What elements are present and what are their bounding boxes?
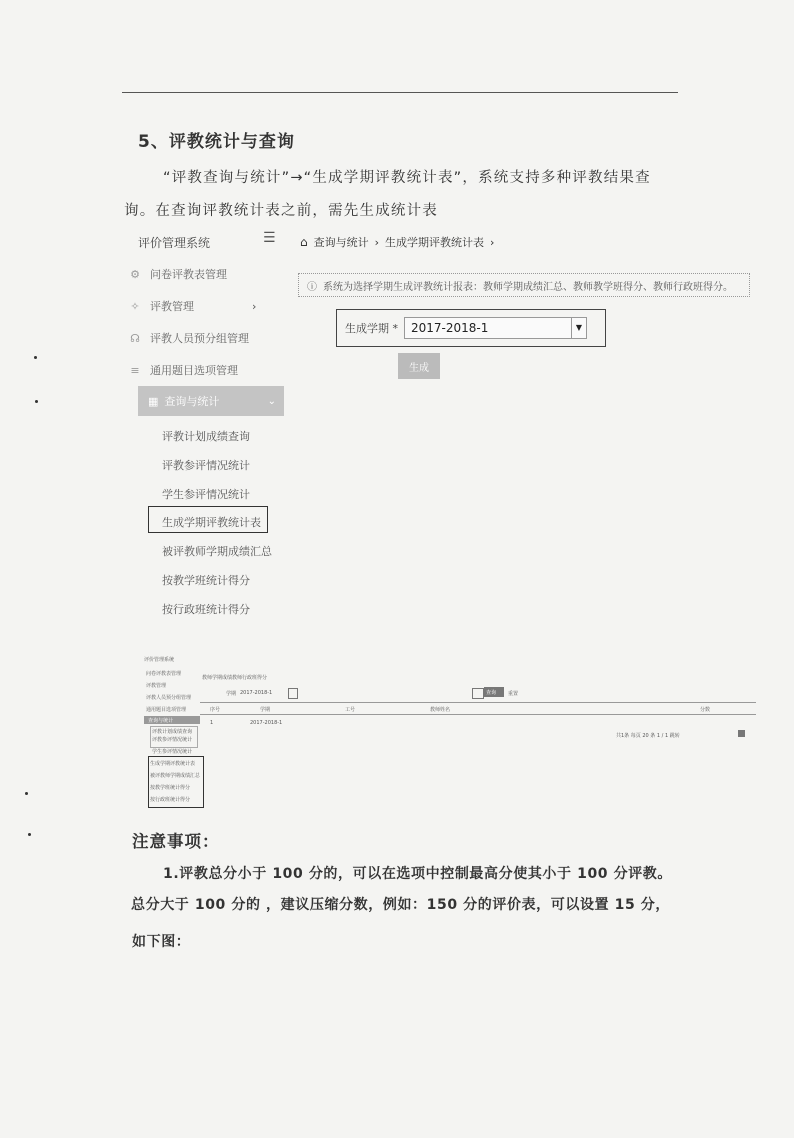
pagination[interactable]: 共1条 每页 20 条 1 / 1 跳转 — [616, 733, 680, 739]
chevron-down-icon: ▼ — [571, 318, 586, 338]
filter-select[interactable] — [472, 688, 484, 699]
sidebar-item-label: 通用题目选项管理 — [150, 364, 238, 377]
table-rule — [200, 714, 756, 715]
sidebar-item-questionnaire[interactable] — [128, 266, 227, 282]
header-rule — [122, 92, 678, 93]
table-header: 学期 — [260, 707, 271, 713]
sidebar-item[interactable]: 评教管理 — [146, 683, 167, 689]
submenu-item[interactable]: 被评教师学期成绩汇总 — [162, 545, 272, 558]
search-button-label: 查询 — [486, 690, 497, 696]
sidebar-item-label: 查询与统计 — [164, 395, 220, 408]
table-header: 分数 — [700, 707, 711, 713]
sidebar-title: 评价管理系统 — [138, 236, 211, 250]
term-select-value: 2017-2018-1 — [411, 321, 489, 335]
menu-toggle-icon[interactable]: ☰ — [263, 230, 276, 246]
table-header: 工号 — [345, 707, 356, 713]
submenu-item[interactable]: 学生参评情况统计 — [152, 749, 193, 755]
tab-class-score[interactable]: 教师行政班得分 — [232, 675, 268, 681]
submenu-item[interactable]: 被评教师学期成绩汇总 — [150, 773, 201, 779]
submenu-item[interactable]: 评教参评情况统计 — [152, 737, 193, 743]
note-line-2: 总分大于 100 分的 ，建议压缩分数，例如：150 分的评价表，可以设置 15 分， — [131, 897, 670, 913]
export-button[interactable] — [738, 730, 745, 737]
highlight-box — [148, 506, 268, 533]
list-icon: ≡ — [130, 363, 140, 377]
sidebar-item-label: 问卷评教表管理 — [150, 268, 227, 281]
notes-title: 注意事项： — [132, 832, 220, 851]
group-icon: ☊ — [130, 331, 140, 345]
notice-bar — [298, 273, 750, 297]
home-icon[interactable]: ⌂ — [300, 235, 308, 249]
chevron-down-icon: ⌄ — [267, 395, 276, 407]
chevron-right-icon: › — [490, 235, 495, 249]
filter-term-value[interactable]: 2017-2018-1 — [240, 690, 273, 696]
chevron-right-icon: › — [374, 235, 380, 249]
note-line-3: 如下图： — [132, 934, 191, 950]
margin-mark — [28, 833, 31, 836]
screenshot-term-stats-table — [140, 650, 760, 810]
breadcrumb-item-query-stats[interactable]: 查询与统计 — [313, 236, 369, 249]
table-cell: 2017-2018-1 — [250, 720, 283, 726]
margin-mark — [34, 356, 37, 359]
sidebar-item-grouping[interactable] — [128, 330, 249, 346]
table-cell: 1 — [210, 720, 214, 726]
sidebar-item[interactable]: 通用题目选项管理 — [146, 707, 187, 713]
table-header: 序号 — [210, 707, 221, 713]
submenu-item[interactable]: 学生参评情况统计 — [162, 488, 250, 501]
sidebar-item-label: 评教管理 — [150, 300, 194, 313]
term-select[interactable] — [404, 317, 587, 339]
sidebar-item-query-stats[interactable] — [138, 386, 284, 416]
sidebar-item[interactable]: 问卷评教表管理 — [146, 671, 182, 677]
table-rule — [200, 702, 756, 703]
term-label: 生成学期 * — [345, 322, 398, 335]
sidebar-item-label: 评教人员预分组管理 — [150, 332, 249, 345]
sidebar-title: 评价管理系统 — [144, 657, 175, 663]
submenu-item[interactable]: 按教学班统计得分 — [162, 574, 250, 587]
sidebar-item[interactable]: 评教人员预分组管理 — [146, 695, 192, 701]
margin-mark — [35, 400, 38, 403]
chart-icon: ▦ — [148, 394, 159, 408]
submenu-item[interactable]: 按教学班统计得分 — [150, 785, 191, 791]
sidebar-item-options[interactable] — [128, 362, 238, 378]
generate-button[interactable]: 生成 — [398, 353, 440, 379]
submenu-item[interactable]: 按行政班统计得分 — [162, 603, 250, 616]
submenu-item[interactable]: 按行政班统计得分 — [150, 797, 191, 803]
breadcrumb-item-generate[interactable]: 生成学期评教统计表 — [385, 236, 485, 249]
note-line-1: 1.评教总分小于 100 分的，可以在选项中控制最高分使其小于 100 分评教。 — [163, 866, 673, 882]
notice-text: 系统为选择学期生成评教统计报表：教师学期成绩汇总、教师教学班得分、教师行政班得分。 — [323, 281, 733, 293]
reset-button[interactable]: 重置 — [508, 691, 519, 697]
breadcrumb — [300, 234, 494, 250]
intro-paragraph-line1: “评教查询与统计”→“生成学期评教统计表”，系统支持多种评教结果查 — [163, 170, 651, 186]
submenu-item[interactable]: 评教参评情况统计 — [162, 459, 250, 472]
info-icon: ⓘ — [307, 281, 317, 293]
chevron-right-icon: › — [252, 299, 257, 313]
sidebar-item-evaluation[interactable] — [128, 298, 256, 314]
term-form — [336, 309, 606, 347]
filter-term-label: 学期 — [226, 691, 237, 697]
chevron-down-icon[interactable] — [288, 688, 298, 699]
margin-mark — [25, 792, 28, 795]
table-header: 教师姓名 — [430, 707, 451, 713]
submenu-item[interactable]: 评教计划成绩查询 — [152, 729, 193, 735]
submenu-item[interactable]: 生成学期评教统计表 — [150, 761, 196, 767]
tab-term-score[interactable]: 教师学期成绩 — [202, 675, 233, 681]
submenu-item[interactable]: 评教计划成绩查询 — [162, 430, 250, 443]
screenshot-generate-term-stats — [128, 226, 754, 628]
star-icon: ✧ — [130, 299, 140, 313]
sidebar-item-label: 查询与统计 — [148, 718, 174, 724]
form-icon: ⚙ — [130, 267, 140, 281]
intro-paragraph-line2: 询。在查询评教统计表之前，需先生成统计表 — [124, 203, 438, 219]
section-title: 5、评教统计与查询 — [138, 132, 295, 152]
submenu-item-generate[interactable]: 生成学期评教统计表 — [162, 516, 261, 529]
